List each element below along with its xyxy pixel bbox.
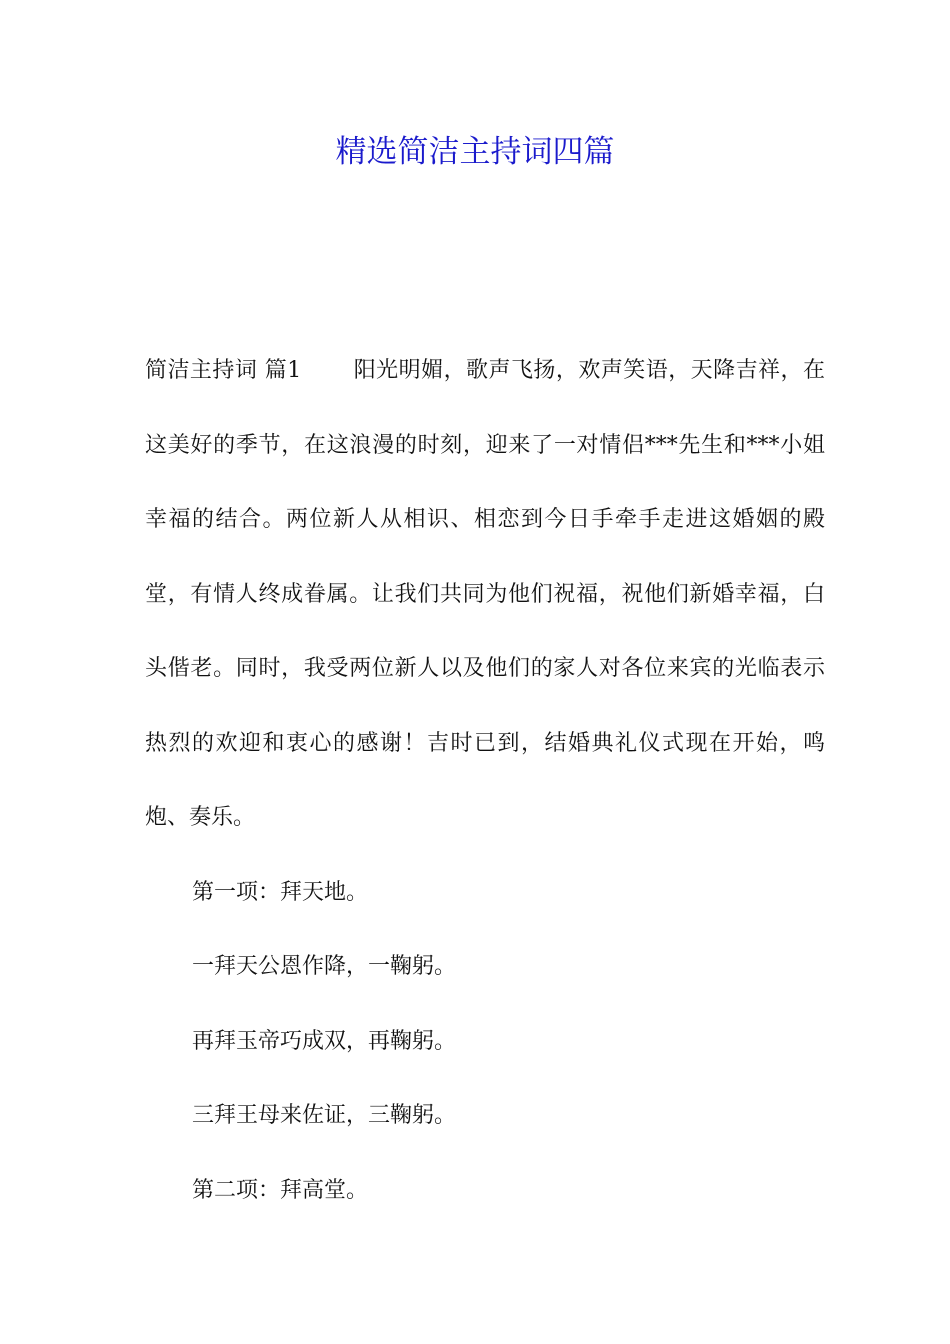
body-line-1: 第一项：拜天地。: [192, 879, 369, 905]
body-line-2: 一拜天公恩作降，一鞠躬。: [192, 954, 457, 979]
document-title: 精选简洁主持词四篇: [335, 134, 615, 170]
intro-paragraph: [145, 334, 825, 856]
document-body: [145, 334, 825, 1228]
intro-text: 阳光明媚，歌声飞扬，欢声笑语，天降吉祥，在这美好的季节，在这浪漫的时刻，迎来了一对情侣***先生和***小姐幸福的结合。两位新人从相识、相恋到今日手牵手走进这婚姻的殿堂，有情人终成眷属。让我们共同为他们祝福，祝他们新婚幸福，白头偕老。同时，我受两位新人以及他们的家人对各位来宾的光临表示热烈的欢迎和衷心的感谢！吉时已到，结婚典礼仪式现在开始，鸣炮、奏乐。: [145, 358, 825, 830]
section-label: 简洁主持词 篇1: [145, 358, 302, 383]
body-line-5: 第二项：拜高堂。: [192, 1177, 369, 1203]
body-line-3: 再拜玉帝巧成双，再鞠躬。: [192, 1028, 457, 1054]
body-line-4: 三拜王母来佐证，三鞠躬。: [192, 1103, 457, 1128]
